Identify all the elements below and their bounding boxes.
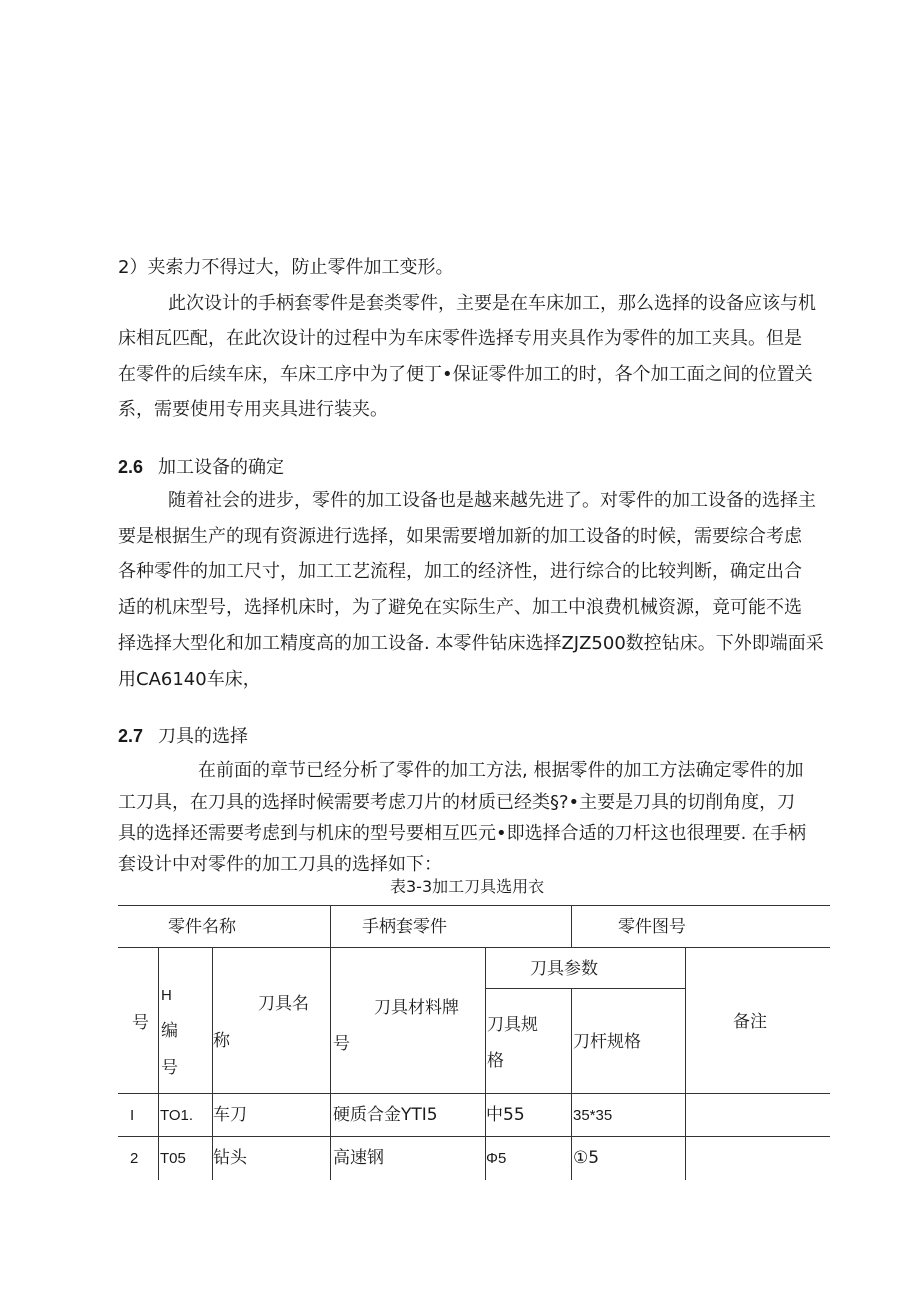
body-line: 择选择大型化和加工精度高的加工设备. 本零件钻床选择ZJZ500数控钻床。下外即端面采 [118, 633, 824, 654]
col-header-remark: 备注 [733, 1012, 767, 1032]
cell-spec: 中55 [486, 1105, 525, 1125]
drawing-no-label: 零件图号 [618, 917, 686, 937]
body-line: 床相瓦匹配，在此次设计的过程中为车床零件选择专用夹具作为零件的加工夹具。但是 [118, 328, 802, 349]
section-number: 2.7 [118, 726, 144, 746]
cell-tool-name: 车刀 [213, 1105, 247, 1125]
body-line: 工刀具，在刀具的选择时候需要考虑刀片的材质已经类§?•主要是刀具的切削角度，刀 [118, 792, 796, 813]
table-rule [571, 905, 572, 948]
part-name-value: 手柄套零件 [362, 917, 447, 937]
cell-holder: 35*35 [573, 1107, 613, 1124]
section-title: 刀具的选择 [158, 726, 248, 747]
body-line: 此次设计的手柄套零件是套类零件，主要是在车床加工，那么选择的设备应该与机 [168, 293, 816, 314]
table-rule [118, 905, 830, 906]
part-name-label: 零件名称 [168, 917, 236, 937]
cell-material: 硬质合金YTI5 [333, 1105, 438, 1125]
col-header-material-2: 号 [333, 1034, 350, 1054]
table-rule [118, 947, 830, 948]
cell-tool-name: 钻头 [213, 1148, 247, 1168]
table-rule [118, 1093, 830, 1094]
cell-no: 2 [130, 1150, 139, 1167]
cell-code: T05 [160, 1150, 186, 1167]
col-header-spec-1: 刀具规 [487, 1015, 538, 1035]
body-line: 各种零件的加工尺寸，加工工艺流程，加工的经济性，进行综合的比较判断，确定出合 [118, 561, 802, 582]
col-header-params: 刀具参数 [530, 959, 598, 979]
cell-spec: Φ5 [486, 1150, 507, 1167]
col-header-code-3: 号 [161, 1058, 178, 1078]
section-number: 2.6 [118, 457, 144, 477]
body-line: 在前面的章节已经分析了零件的加工方法, 根据零件的加工方法确定零件的加 [198, 760, 804, 781]
body-line: 套设计中对零件的加工刀具的选择如下： [118, 854, 442, 875]
table-rule [485, 947, 486, 1180]
body-line: 适的机床型号，选择机床时，为了避免在实际生产、加工中浪费机械资源，竟可能不选 [118, 597, 802, 618]
table-rule [330, 947, 331, 1180]
body-line: 在零件的后续车床，车床工序中为了便丁•保证零件加工的时，各个加工面之间的位置关 [118, 364, 813, 385]
col-header-spec-2: 格 [487, 1051, 504, 1071]
section-heading-2-6 [118, 455, 284, 480]
col-header-tool-name-2: 称 [213, 1031, 230, 1051]
body-line: 具的选择还需要考虑到与机床的型号要相互匹元•即选择合适的刀杆这也很理要. 在手柄 [118, 823, 807, 844]
cell-no: I [130, 1107, 135, 1124]
body-line: 用CA6140车床， [118, 669, 261, 690]
col-header-no: 号 [132, 1013, 149, 1033]
cell-code: TO1. [160, 1107, 194, 1124]
table-rule [158, 947, 159, 1180]
body-line: 要是根据生产的现有资源进行选择，如果需要增加新的加工设备的时候，需要综合考虑 [118, 526, 802, 547]
cell-material: 高速钢 [333, 1148, 384, 1168]
table-rule [571, 988, 572, 1180]
body-line: 2）夹索力不得过大，防止零件加工变形。 [118, 257, 454, 278]
table-caption: 表3-3加工刀具选用衣 [390, 877, 545, 896]
table-rule [330, 905, 331, 948]
table-rule [212, 947, 213, 1180]
col-header-holder: 刀杆规格 [573, 1032, 641, 1052]
col-header-code-1: H [161, 987, 172, 1004]
col-header-material-1: 刀具材料牌 [374, 998, 459, 1018]
col-header-code-2: 编 [161, 1021, 178, 1041]
table-rule [485, 988, 685, 989]
col-header-tool-name-1: 刀具名 [258, 994, 309, 1014]
cell-holder: ①5 [573, 1148, 600, 1168]
section-title: 加工设备的确定 [158, 457, 284, 478]
body-line: 系，需要使用专用夹具进行装夹。 [118, 399, 388, 420]
table-rule [118, 1136, 830, 1137]
table-rule [685, 947, 686, 1180]
body-line: 随着社会的进步，零件的加工设备也是越来越先进了。对零件的加工设备的选择主 [168, 490, 816, 511]
section-heading-2-7 [118, 724, 248, 749]
